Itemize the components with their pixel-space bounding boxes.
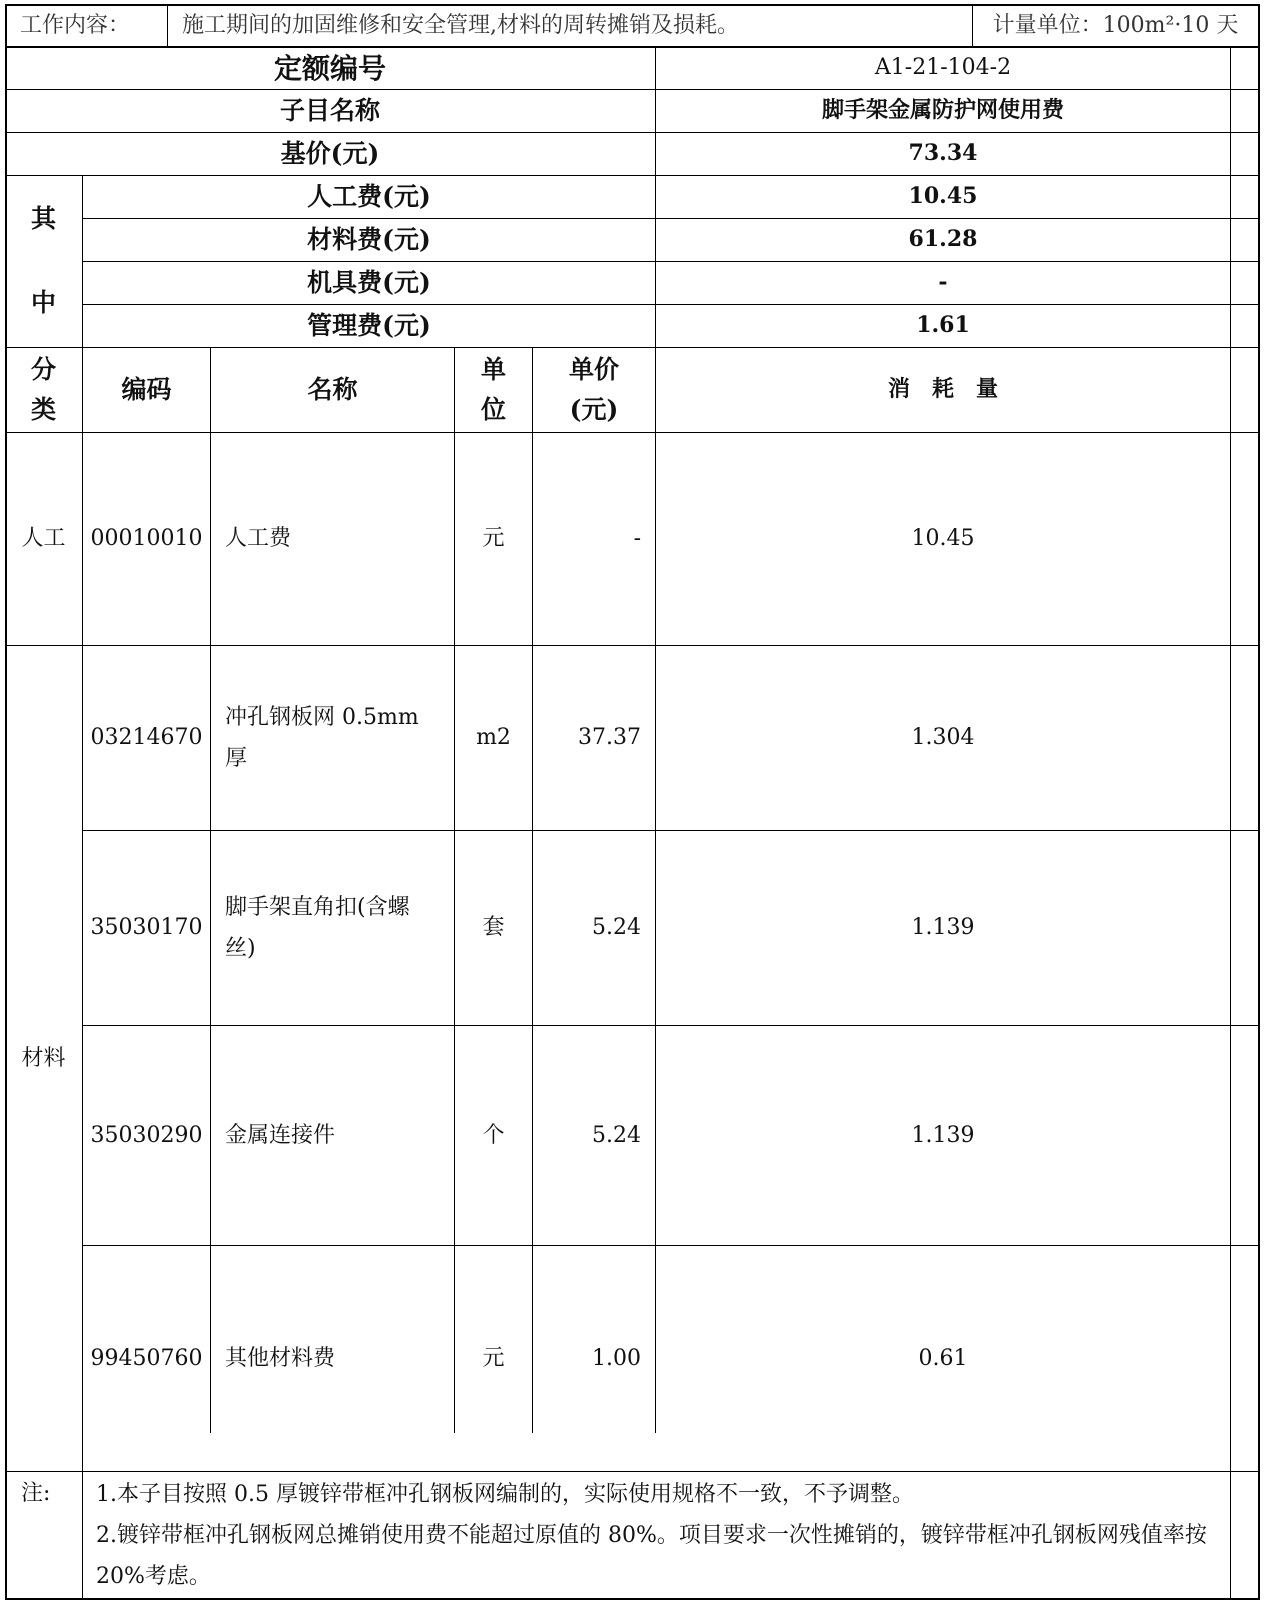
labor-cost-value: 10.45 — [908, 183, 978, 210]
item-name-value: 脚手架金属防护网使用费 — [821, 97, 1064, 124]
table-row-4-unit: 元 — [482, 1345, 505, 1371]
table-row-1-unit: m2 — [476, 725, 511, 751]
col-header-consumption: 消 耗 量 — [887, 376, 998, 403]
col-header-price-line2: (元) — [569, 395, 619, 424]
header-divider-1 — [167, 4, 168, 46]
item-name-label: 子目名称 — [279, 96, 380, 126]
category-material: 材料 — [21, 1045, 66, 1071]
table-row-1-name: 冲孔钢板网 0.5mm 厚 — [225, 705, 419, 771]
note-line-1: 1.本子目按照 0.5 厚镀锌带框冲孔钢板网编制的，实际使用规格不一致，不予调整。 — [96, 1482, 914, 1507]
table-row-3-qty: 1.139 — [911, 1122, 975, 1148]
table-row-0-price: - — [633, 526, 641, 552]
among-label-bottom: 中 — [30, 288, 56, 318]
table-row-2-price: 5.24 — [592, 915, 641, 941]
work-content-text: 施工期间的加固维修和安全管理,材料的周转摊销及损耗。 — [182, 13, 739, 39]
base-price-label: 基价(元) — [280, 139, 380, 169]
material-cost-value: 61.28 — [908, 226, 978, 253]
work-content-label: 工作内容： — [20, 13, 131, 39]
quota-no-label: 定额编号 — [273, 51, 386, 85]
table-row-2-name: 脚手架直角扣(含螺丝) — [225, 895, 410, 961]
col-header-category-line1: 分 — [30, 355, 56, 384]
col-header-unit-line2: 位 — [480, 395, 506, 424]
table-row-2-unit: 套 — [482, 915, 505, 941]
notes-label: 注: — [21, 1481, 51, 1507]
col-line-code — [210, 347, 211, 1433]
notes-top-line — [5, 1471, 1260, 1472]
col-header-unit — [455, 348, 532, 432]
table-row-3-price: 5.24 — [592, 1122, 641, 1148]
labor-cost-label: 人工费(元) — [307, 182, 431, 212]
machine-cost-label: 机具费(元) — [307, 268, 431, 298]
table-row-0-name: 人工费 — [225, 526, 292, 552]
col-header-category-line2: 类 — [30, 395, 56, 424]
table-row-3-unit: 个 — [482, 1122, 505, 1148]
border-bottom — [5, 1598, 1260, 1600]
quota-no-value: A1-21-104-2 — [874, 55, 1012, 81]
table-row-1-code: 03214670 — [90, 725, 203, 751]
table-row-2-qty: 1.139 — [911, 915, 975, 941]
col-header-price-line1: 单价 — [568, 355, 619, 384]
material-cost-label: 材料费(元) — [307, 225, 431, 255]
unit-label: 计量单位：100m²·10 天 — [992, 13, 1239, 39]
border-right — [1258, 4, 1260, 1600]
table-row-4-price: 1.00 — [592, 1345, 641, 1371]
management-cost-label: 管理费(元) — [307, 311, 431, 341]
base-price-value: 73.34 — [908, 140, 978, 167]
notes-text — [96, 1474, 1226, 1598]
table-row-3-code: 35030290 — [90, 1122, 203, 1148]
table-row-3-name: 金属连接件 — [225, 1122, 336, 1148]
right-narrow-column-line — [1230, 46, 1231, 1598]
table-row-1-qty: 1.304 — [911, 725, 975, 751]
table-row-4-name: 其他材料费 — [225, 1345, 336, 1371]
table-row-0-qty: 10.45 — [911, 526, 975, 552]
col-header-unit-line1: 单 — [480, 355, 506, 384]
among-label-top: 其 — [30, 204, 56, 234]
table-row-0-code: 00010010 — [90, 526, 203, 552]
col-header-code: 编码 — [121, 375, 172, 405]
note-line-2: 2.镀锌带框冲孔钢板网总摊销使用费不能超过原值的 80%。项目要求一次性摊销的，镀锌带框冲孔钢板网残值率按 20%考虑。 — [96, 1523, 1207, 1589]
management-cost-value: 1.61 — [916, 312, 970, 339]
table-row-4-code: 99450760 — [90, 1345, 203, 1371]
table-row-0-unit: 元 — [482, 526, 505, 552]
category-labor: 人工 — [21, 526, 66, 552]
col-header-name: 名称 — [307, 375, 358, 405]
table-row-4-qty: 0.61 — [918, 1345, 968, 1371]
table-row-1-price: 37.37 — [578, 725, 641, 751]
machine-cost-value: - — [938, 269, 948, 296]
col-header-price — [533, 348, 655, 432]
col-header-category — [5, 348, 82, 432]
table-row-2-code: 35030170 — [90, 915, 203, 941]
